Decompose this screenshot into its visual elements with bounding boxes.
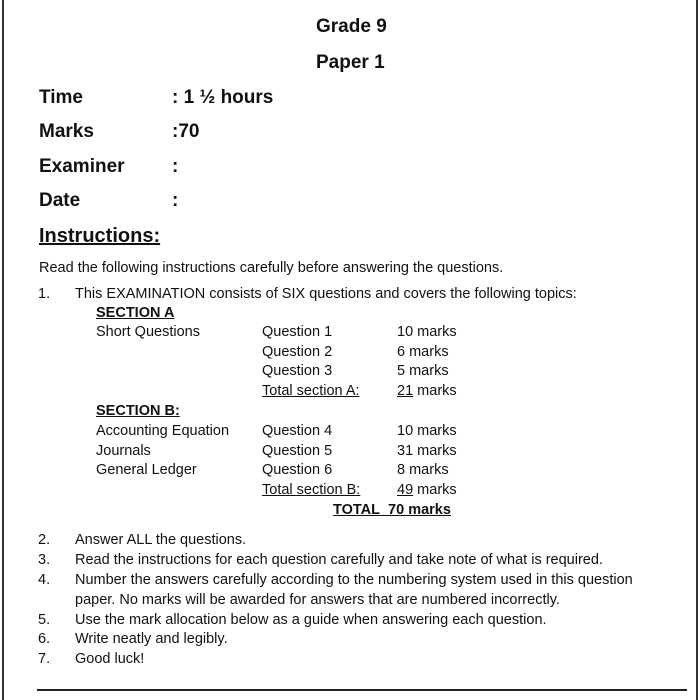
section-a-total-number: 21 [397,383,414,399]
section-a-total-label: Total section A: [262,383,360,399]
section-b-heading: SECTION B: [96,403,180,419]
question-marks: 6 marks [397,344,449,360]
instructions-intro: Read the following instructions carefully before answering the questions. [39,260,504,276]
question-marks: 5 marks [397,363,449,379]
grade-heading: Grade 9 [316,16,387,37]
list-text: Answer ALL the questions. [75,532,247,548]
list-text: Write neatly and legibly. [75,631,228,647]
date-label: Date [39,190,81,211]
question-marks: 10 marks [397,324,457,340]
grand-total [333,502,451,518]
list-number: 1. [38,286,51,302]
date-value: : [172,190,179,211]
time-label: Time [39,87,84,108]
question-label: Question 4 [262,423,333,439]
marks-value: :70 [172,121,200,142]
list-number: 6. [38,631,51,647]
section-b-total-number: 49 [397,482,414,498]
list-text: Number the answers carefully according to the numbering system used in this question [75,572,633,588]
section-a-topic: Short Questions [96,324,200,340]
section-b-topic: General Ledger [96,462,197,478]
list-text: Use the mark allocation below as a guide when answering each question. [75,612,547,628]
marks-label: Marks [39,121,94,142]
question-label: Question 1 [262,324,333,340]
section-b-total-value [397,482,457,498]
section-b-total-label: Total section B: [262,482,361,498]
list-text: paper. No marks will be awarded for answers that are numbered incorrectly. [75,592,560,608]
examiner-value: : [172,156,179,177]
section-a-total-unit: marks [417,383,457,399]
question-label: Question 3 [262,363,333,379]
paper-heading: Paper 1 [316,52,385,73]
list-text: Read the instructions for each question carefully and take note of what is required. [75,552,603,568]
bottom-divider [37,689,687,691]
question-marks: 31 marks [397,443,457,459]
question-marks: 8 marks [397,462,449,478]
section-a-heading: SECTION A [96,305,175,321]
section-a-total-value [397,383,457,399]
left-border [2,0,4,700]
list-number: 3. [38,552,51,568]
list-number: 7. [38,651,51,667]
grand-total-value: 70 marks [388,502,451,518]
section-b-topic: Accounting Equation [96,423,230,439]
time-value: : 1 ½ hours [172,87,274,108]
question-marks: 10 marks [397,423,457,439]
section-b-total-unit: marks [417,482,457,498]
grand-total-label: TOTAL [333,502,380,518]
list-number: 2. [38,532,51,548]
list-number: 4. [38,572,51,588]
list-text: This EXAMINATION consists of SIX questions and covers the following topics: [75,286,577,302]
question-label: Question 2 [262,344,333,360]
list-number: 5. [38,612,51,628]
question-label: Question 5 [262,443,333,459]
section-b-topic: Journals [96,443,151,459]
instructions-heading: Instructions: [39,225,161,247]
list-text: Good luck! [75,651,145,667]
question-label: Question 6 [262,462,333,478]
right-border [696,0,698,700]
examiner-label: Examiner [39,156,125,177]
